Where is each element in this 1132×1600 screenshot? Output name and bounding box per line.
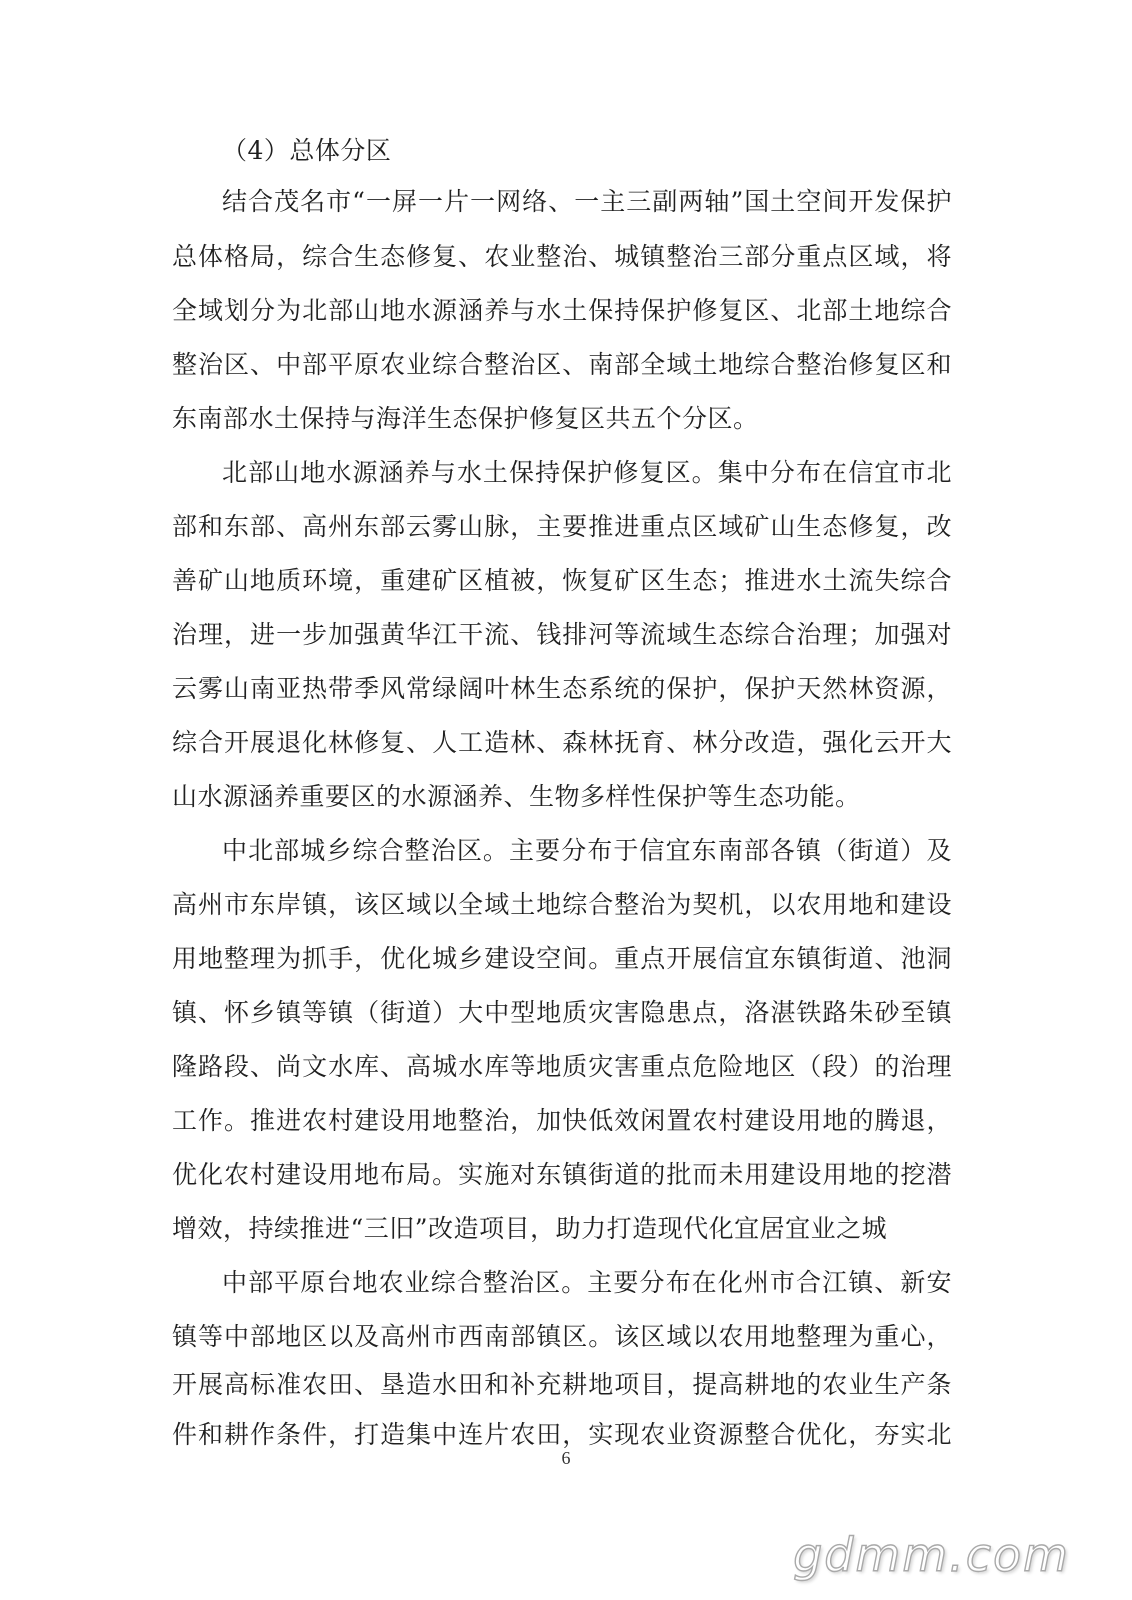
paragraph-2-line-2: 部和东部、高州东部云雾山脉，主要推进重点区域矿山生态修复，改 [172,512,952,541]
paragraph-1-line-3: 全域划分为北部山地水源涵养与水土保持保护修复区、北部土地综合 [172,296,952,325]
paragraph-3-line-3: 用地整理为抓手，优化城乡建设空间。重点开展信宜东镇街道、池洞 [172,944,952,973]
paragraph-3-line-4: 镇、怀乡镇等镇（街道）大中型地质灾害隐患点，洛湛铁路朱砂至镇 [172,998,952,1027]
section-heading: （4）总体分区 [222,136,392,165]
paragraph-2-line-3: 善矿山地质环境，重建矿区植被，恢复矿区生态；推进水土流失综合 [172,566,952,595]
paragraph-1-line-4: 整治区、中部平原农业综合整治区、南部全域土地综合整治修复区和 [172,350,952,379]
paragraph-2-line-6: 综合开展退化林修复、人工造林、森林抚育、林分改造，强化云开大 [172,728,952,757]
paragraph-4-line-1: 中部平原台地农业综合整治区。主要分布在化州市合江镇、新安 [222,1268,952,1297]
paragraph-4-line-2: 镇等中部地区以及高州市西南部镇区。该区域以农用地整理为重心， [172,1322,952,1351]
paragraph-3-line-1: 中北部城乡综合整治区。主要分布于信宜东南部各镇（街道）及 [222,836,952,865]
paragraph-2-line-7: 山水源涵养重要区的水源涵养、生物多样性保护等生态功能。 [172,782,861,811]
paragraph-2-line-4: 治理，进一步加强黄华江干流、钱排河等流域生态综合治理；加强对 [172,620,952,649]
paragraph-3-line-7: 优化农村建设用地布局。实施对东镇街道的批而未用建设用地的挖潜 [172,1160,952,1189]
paragraph-4-line-4: 件和耕作条件，打造集中连片农田，实现农业资源整合优化，夯实北 [172,1420,952,1449]
paragraph-1-line-1: 结合茂名市“一屏一片一网络、一主三副两轴”国土空间开发保护 [222,187,952,216]
paragraph-1-line-5: 东南部水土保持与海洋生态保护修复区共五个分区。 [172,404,759,433]
paragraph-3-line-5: 隆路段、尚文水库、高城水库等地质灾害重点危险地区（段）的治理 [172,1052,952,1081]
paragraph-3-line-6: 工作。推进农村建设用地整治，加快低效闲置农村建设用地的腾退， [172,1106,952,1135]
paragraph-2-line-1: 北部山地水源涵养与水土保持保护修复区。集中分布在信宜市北 [222,458,952,487]
site-watermark: gdmm.com [793,1528,1070,1582]
paragraph-3-line-2: 高州市东岸镇，该区域以全域土地综合整治为契机，以农用地和建设 [172,890,952,919]
paragraph-3-line-8: 增效，持续推进“三旧”改造项目，助力打造现代化宜居宜业之城 [172,1214,888,1243]
page-number: 6 [561,1448,571,1468]
paragraph-1-line-2: 总体格局，综合生态修复、农业整治、城镇整治三部分重点区域，将 [172,242,952,271]
paragraph-2-line-5: 云雾山南亚热带季风常绿阔叶林生态系统的保护，保护天然林资源， [172,674,952,703]
paragraph-4-line-3: 开展高标准农田、垦造水田和补充耕地项目，提高耕地的农业生产条 [172,1370,952,1399]
